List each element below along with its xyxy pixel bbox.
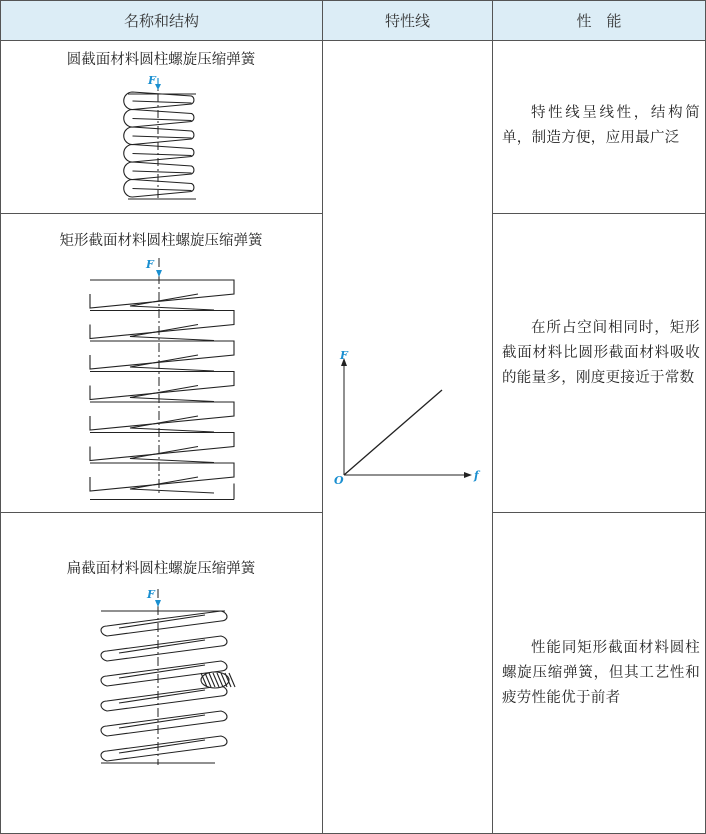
spring3-coil-turn [101,636,227,661]
header-name-structure [1,1,322,41]
table-border-top [0,0,706,1]
spring2-coil-back-edge [130,325,214,341]
spring3-coil-back-edge [119,615,205,628]
graph-y-label: F [340,349,348,362]
spring2-coil-back-edge [130,386,214,402]
graph-origin-label: O [334,474,344,487]
spring1-coils [124,92,196,199]
row1-performance: 特性线呈线性，结构简单，制造方便，应用最广泛 [502,105,700,146]
spring2-coils [90,280,234,500]
spring1-coil-inner-edge [133,189,192,191]
row-divider-2-right [493,512,706,513]
spring2-coil-turn [90,341,234,369]
spring1-force-arrowhead [155,84,161,90]
spring3-coil-turn [101,686,227,711]
spring3-coil-turn [101,736,227,761]
spring3-coil-turn [101,611,227,636]
spring3-force-arrowhead [155,600,161,607]
spring3-coil-back-edge [119,715,205,728]
spring3-coil-back-edge [119,665,205,678]
spring2-force-label: F [146,258,154,271]
row3-performance: 性能同矩形截面材料圆柱螺旋压缩弹簧，但其工艺性和疲劳性能优于前者 [502,640,700,706]
spring1-coil-inner-edge [133,136,192,138]
spring2-coil-turn [90,433,234,461]
spring2-coil-turn [90,280,234,308]
spring2-coil-back-edge [130,355,214,371]
spring2-coil-turn [90,372,234,400]
flat-wire-spring-drawing [95,585,235,770]
row-divider-2-left [0,512,323,513]
spring2-coil-turn [90,402,234,430]
spring1-coil-inner-edge [133,154,192,156]
table-border-left [0,0,1,834]
row2-performance: 在所占空间相同时，矩形截面材料比圆形截面材料吸收的能量多，刚度更接近于常数 [502,320,700,386]
spring2-force-arrowhead [156,270,162,277]
spring3-coil-turn [101,711,227,736]
deflection-axis-arrow [464,472,472,478]
header-performance [493,1,705,41]
spring2-coil-back-edge [130,416,214,432]
spring1-coil-inner-edge [133,171,192,173]
row1-name: 圆截面材料圆柱螺旋压缩弹簧 [66,52,256,68]
round-wire-spring-drawing [110,72,210,202]
spring2-coil-back-edge [130,477,214,493]
spring1-force-label: F [148,74,156,87]
graph-x-label: f [474,469,479,482]
spring3-coil-back-edge [119,640,205,653]
spring1-coil-inner-edge [133,101,192,103]
col-divider-1 [322,0,323,834]
linear-characteristic [344,390,442,475]
header-col1-text: 名称和结构 [123,12,199,30]
header-col2-text: 特性线 [384,12,430,30]
spring2-coil-turn [90,311,234,339]
spring2-coil-turn [90,463,234,491]
spring3-coils [101,611,235,763]
rect-wire-spring-drawing [80,254,250,499]
row3-name: 扁截面材料圆柱螺旋压缩弹簧 [66,561,256,577]
spring3-coil-back-edge [119,740,205,753]
row-divider-1-right [493,213,706,214]
characteristic-line-graph [330,340,490,490]
row2-name: 矩形截面材料圆柱螺旋压缩弹簧 [59,233,263,249]
header-col3-text: 性 能 [576,12,622,30]
col-divider-2 [492,0,493,834]
spring3-coil-back-edge [119,690,205,703]
spring2-coil-back-edge [130,294,214,310]
header-characteristic [323,1,492,41]
spring2-coil-back-edge [130,447,214,463]
row-divider-1-left [0,213,323,214]
spring3-force-label: F [147,588,155,601]
spring1-coil-inner-edge [133,119,192,121]
